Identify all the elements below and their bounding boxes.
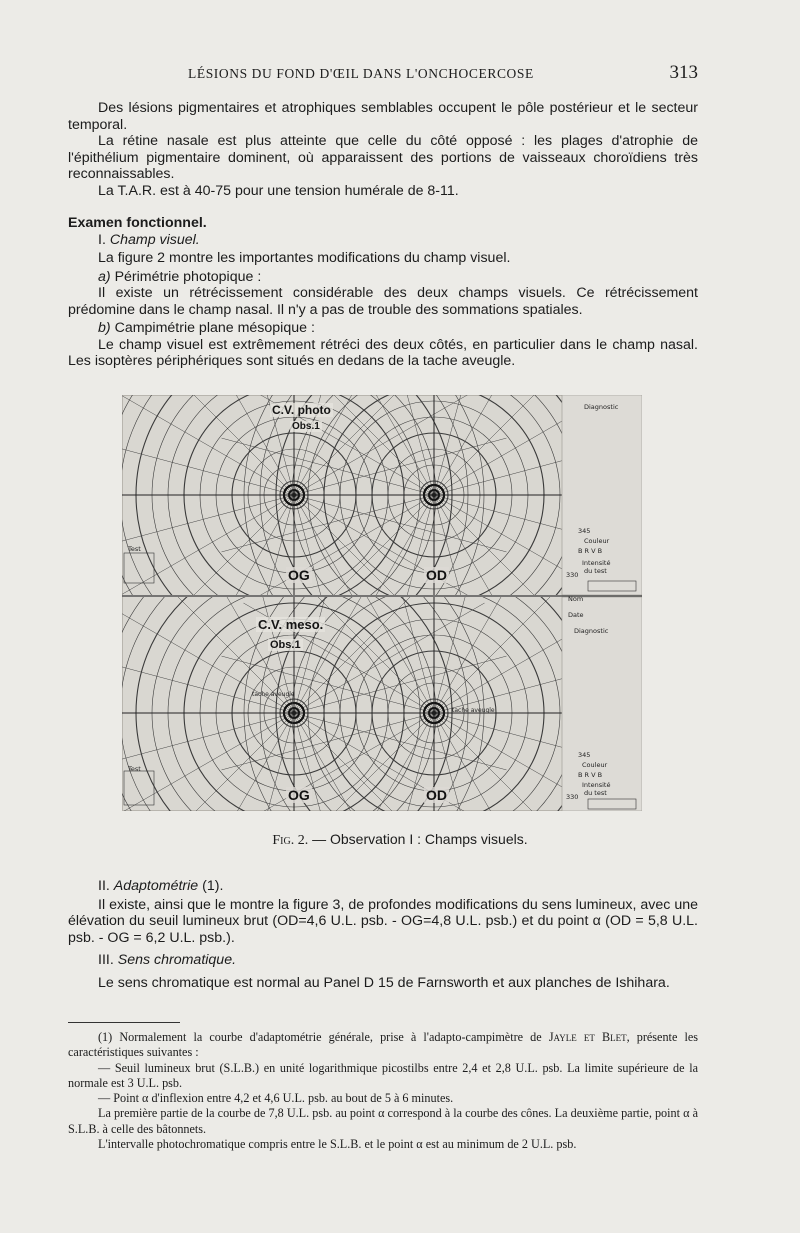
paragraph: Il existe un rétrécissement considérable des deux champs visuels. Ce rétrécissement prédomine dans le champ nasal. Il n'y a pas de trouble des sommations spatiales. [68, 285, 698, 318]
test-legend-label: Test [128, 545, 141, 553]
footnote: — Point α d'inflexion entre 4,2 et 4,6 U.L. psb. au bout de 5 à 6 minutes. [98, 1091, 454, 1106]
form-field: Couleur [582, 761, 608, 769]
meridian-line [294, 713, 507, 770]
visual-field-figure [122, 395, 642, 811]
meridian-line [434, 395, 544, 495]
paragraph: Le champ visuel est extrêmement rétréci des deux côtés, en particulier dans le champ nasal. Les isoptères périphériques sont situés en dedans de la tache aveugle. [68, 336, 698, 369]
running-title: LÉSIONS DU FOND D'ŒIL DANS L'ONCHOCERCOSE [188, 66, 534, 81]
body-top [68, 100, 698, 370]
body-bottom [68, 878, 698, 991]
paragraph: La T.A.R. est à 40-75 pour une tension humérale de 8-11. [98, 182, 459, 199]
paragraph: La figure 2 montre les importantes modifications du champ visuel. [98, 250, 511, 266]
right-eye-label: OD [426, 567, 447, 583]
meridian-line [294, 500, 351, 713]
form-field: Date [568, 611, 584, 619]
meridian-line [377, 500, 434, 713]
item-heading: a) Périmétrie photopique : [98, 268, 262, 285]
meridian-line [221, 656, 434, 713]
footnote: La première partie de la courbe de 7,8 U.L. psb. au point α correspond à la courbe des cônes. La deuxième partie, point α à S.L.B. à celle des bâtonnets. [68, 1106, 698, 1136]
subsection-heading: I. Champ visuel. [98, 231, 200, 248]
footnote: — Seuil lumineux brut (S.L.B.) en unité logarithmique picostilbs entre 2,4 et 2,8 U.L. psb. La limite supérieure de la normale est 3 U.L. psb. [68, 1060, 698, 1090]
form-field: Intensité [582, 781, 611, 789]
meridian-line [122, 495, 294, 605]
paragraph: La rétine nasale est plus atteinte que celle du côté opposé : les plages d'atrophie de l'épithélium pigmentaire dominent, où apparaissent des portions de vaisseaux choroïdiens très reconnaissables. [68, 133, 698, 182]
paragraph: Le sens chromatique est normal au Panel D 15 de Farnsworth et aux planches de Ishihara. [98, 974, 670, 991]
meridian-line [434, 500, 491, 713]
footnotes [68, 1030, 698, 1152]
form-field: 345 [578, 751, 591, 759]
subsection-heading: III. Sens chromatique. [98, 952, 237, 968]
meridian-line [122, 713, 294, 770]
meridian-line [237, 495, 294, 708]
meridian-line [122, 395, 294, 495]
bottom-panel-obs: Obs.1 [270, 639, 301, 651]
meridian-line [122, 713, 294, 811]
meridian-line [122, 438, 294, 495]
meridian-line [122, 656, 294, 713]
paragraph: Il existe, ainsi que le montre la figure 3, de profondes modifications du sens lumineux, avec une élévation du seuil lumineux brut (OD=4,6 U.L. psb. - OG=4,8 U.L. psb.) et du point α (OD = 5,8 U.L. psb. - OG = 6,2 U.L. psb.). [68, 896, 698, 946]
form-field: B R V B [578, 771, 603, 779]
form-field: Diagnostic [574, 627, 609, 635]
top-panel-title: C.V. photo [272, 403, 331, 417]
form-field: du test [584, 567, 607, 575]
form-field: Diagnostic [584, 403, 619, 411]
meridian-line [138, 713, 294, 811]
form-field: Nom [568, 595, 584, 603]
meridian-line [122, 495, 294, 552]
figure-caption: Fig. 2. — Observation I : Champs visuels. [272, 831, 528, 848]
visual-field-charts [122, 395, 642, 811]
page-number: 313 [669, 62, 698, 83]
meridian-line [294, 495, 507, 552]
left-eye-label: OG [288, 567, 310, 583]
form-field: B R V B [578, 547, 603, 555]
form-field: 330 [566, 793, 579, 801]
blind-spot-label: tache aveugle [452, 707, 495, 714]
meridian-line [434, 495, 491, 708]
form-field: du test [584, 789, 607, 797]
footnote: (1) Normalement la courbe d'adaptométrie générale, prise à l'adapto-campimètre de Jayle et Blet, présente les caractéristiques suivantes : [68, 1030, 699, 1060]
form-field: Couleur [584, 537, 610, 545]
page-header [68, 62, 698, 86]
form-field: 330 [566, 571, 579, 579]
meridian-line [237, 500, 294, 713]
subsection-heading: II. Adaptométrie (1). [98, 878, 224, 894]
meridian-line [221, 713, 434, 770]
meridian-line [221, 438, 434, 495]
meridian-line [221, 495, 434, 552]
top-panel-obs: Obs.1 [292, 421, 320, 432]
right-eye-label: OD [426, 787, 447, 803]
blind-spot-label: tache aveugle [252, 691, 295, 698]
section-heading: Examen fonctionnel. [68, 215, 207, 231]
item-heading: b) Campimétrie plane mésopique : [98, 320, 315, 336]
footnote-rule [68, 1022, 180, 1023]
form-field: 345 [578, 527, 591, 535]
left-eye-label: OG [288, 787, 310, 803]
paragraph: Des lésions pigmentaires et atrophiques semblables occupent le pôle postérieur et le secteur temporal. [68, 100, 698, 133]
meridian-line [294, 656, 507, 713]
meridian-line [294, 438, 507, 495]
footnote: L'intervalle photochromatique compris entre le S.L.B. et le point α est au minimum de 2 U.L. psb. [98, 1137, 577, 1152]
bottom-panel-title: C.V. meso. [258, 617, 324, 632]
test-legend-label: Test [128, 765, 141, 773]
form-field: Intensité [582, 559, 611, 567]
